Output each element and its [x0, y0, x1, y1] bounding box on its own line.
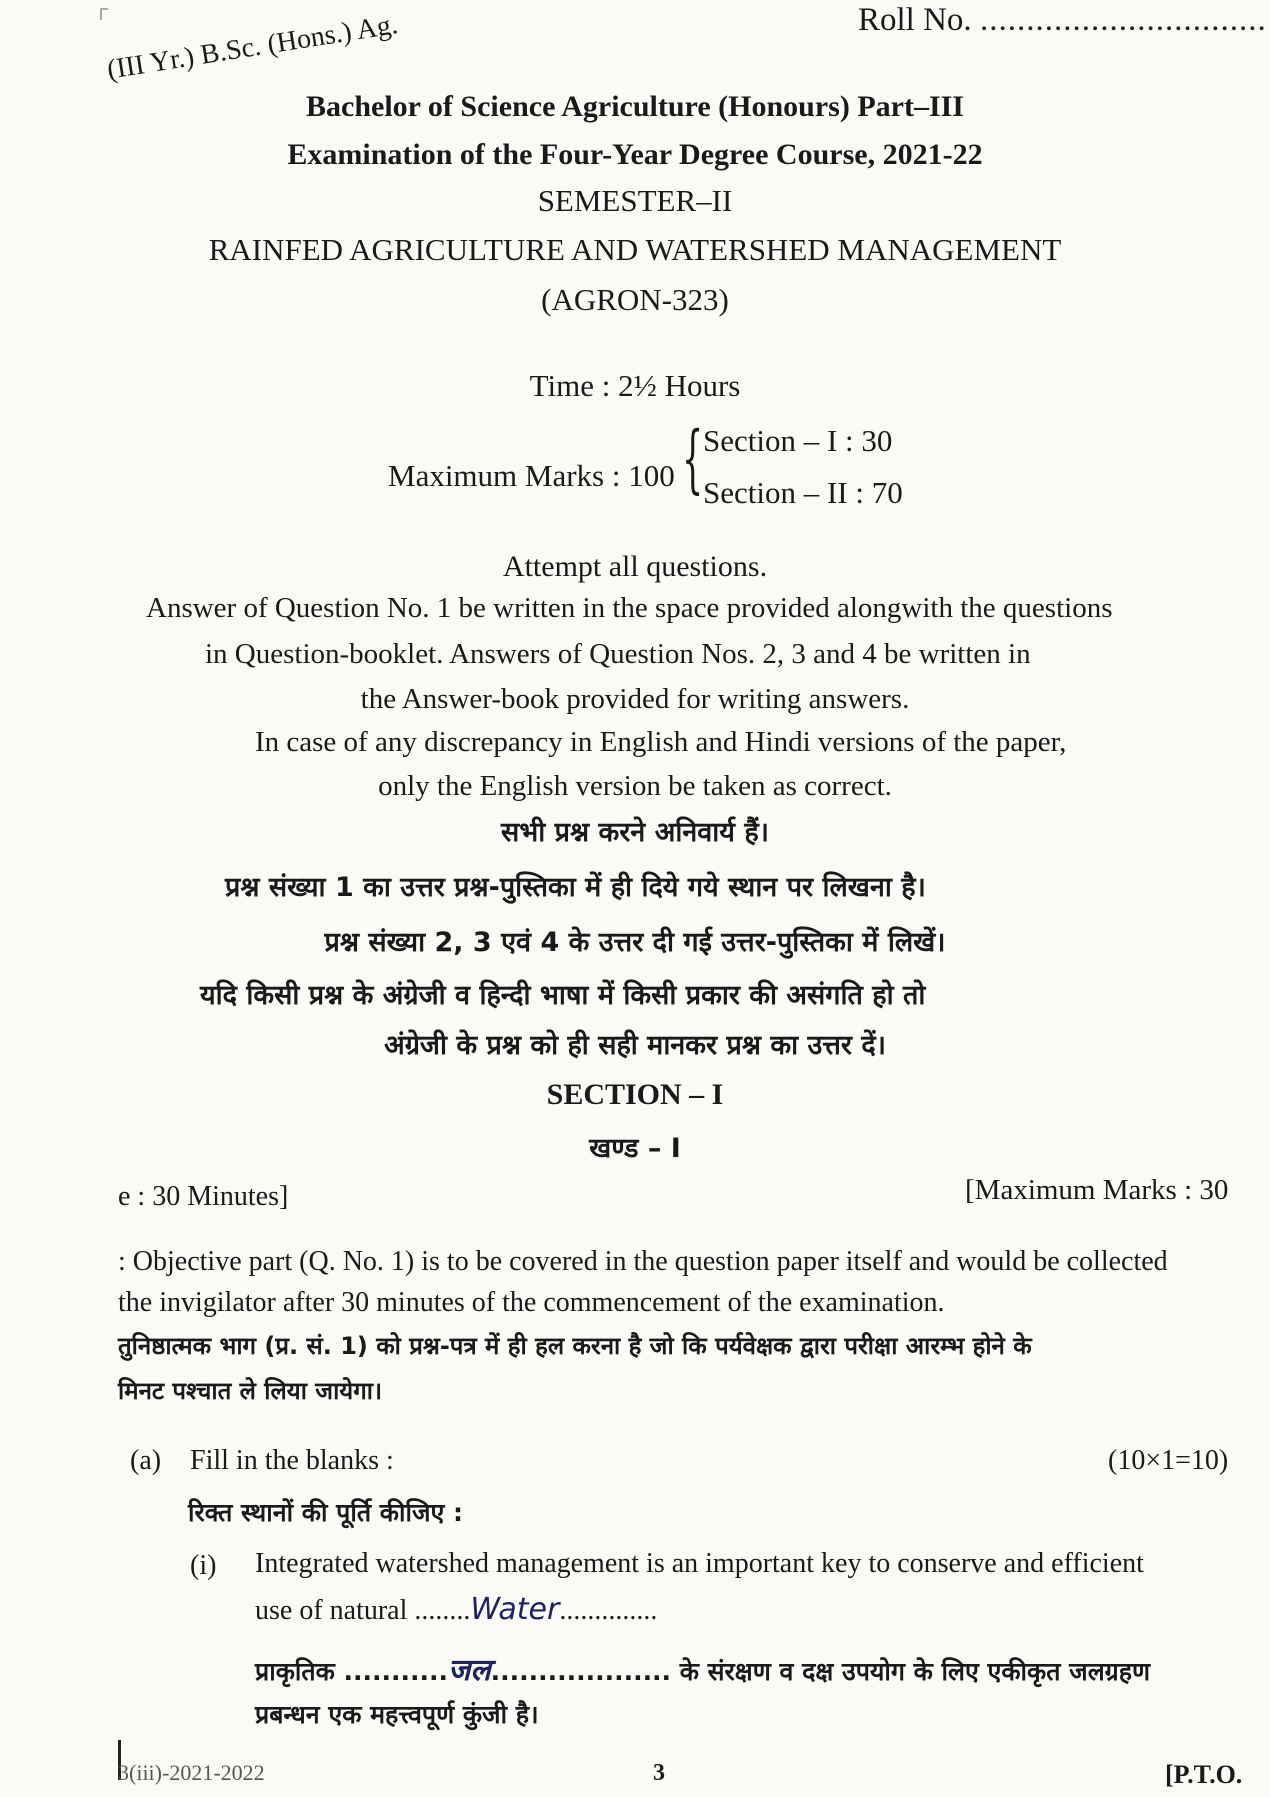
instruction-line: Answer of Question No. 1 be written in the space provided alongwith the questions	[146, 592, 1113, 624]
footer-code: 3(iii)-2021-2022	[118, 1760, 265, 1785]
question-prompt: Fill in the blanks :	[190, 1445, 394, 1476]
handwritten-answer: Water	[470, 1592, 560, 1627]
handwritten-answer-hindi: जल	[448, 1653, 491, 1688]
objective-note-hindi: तुनिष्ठात्मक भाग (प्र. सं. 1) को प्रश्न-पत्र में ही हल करना है जो कि पर्यवेक्षक द्वारा परीक्षा आरम्भ होने के	[118, 1332, 1032, 1360]
handwritten-class-note: (III Yr.) B.Sc. (Hons.) Ag.	[105, 9, 400, 86]
hindi-instruction-line: सभी प्रश्न करने अनिवार्य हैं।	[501, 817, 769, 848]
time-allowed: Time : 2½ Hours	[529, 368, 741, 403]
section-time: e : 30 Minutes]	[118, 1181, 289, 1212]
item-text-hindi-line2: प्रबन्धन एक महत्त्वपूर्ण कुंजी है।	[255, 1700, 539, 1729]
question-part-label: (a)	[130, 1445, 162, 1476]
degree-title: Bachelor of Science Agriculture (Honours) Part–III	[306, 90, 964, 123]
hindi-instruction-line: अंग्रेजी के प्रश्न को ही सही मानकर प्रश्न का उत्तर दें।	[384, 1030, 886, 1061]
page-number: 3	[653, 1760, 665, 1786]
section-max-marks: [Maximum Marks : 30	[965, 1174, 1229, 1206]
item-prefix: use of natural ........	[255, 1595, 471, 1626]
semester: SEMESTER–II	[537, 183, 733, 218]
item-hindi-suffix: ................... के संरक्षण व दक्ष उपयोग के लिए एकीकृत जलग्रहण	[490, 1657, 1151, 1686]
instruction-line: only the English version be taken as correct.	[378, 770, 892, 802]
item-label: (i)	[190, 1550, 217, 1581]
question-prompt-hindi: रिक्त स्थानों की पूर्ति कीजिए :	[188, 1498, 464, 1527]
item-hindi-prefix: प्राकृतिक ...........	[255, 1657, 448, 1686]
instruction-line: the Answer-book provided for writing answers.	[360, 683, 910, 715]
section1-marks: Section – I : 30	[703, 423, 893, 458]
item-text-line2	[255, 1592, 657, 1627]
maximum-marks: Maximum Marks : 100	[388, 458, 675, 493]
exam-title: Examination of the Four-Year Degree Course, 2021-22	[287, 138, 983, 171]
attempt-instruction: Attempt all questions.	[502, 550, 768, 583]
hindi-instruction-line: प्रश्न संख्या 2, 3 एवं 4 के उत्तर दी गई उत्तर-पुस्तिका में लिखें।	[324, 927, 946, 958]
course-code: (AGRON-323)	[541, 282, 729, 317]
section2-marks: Section – II : 70	[703, 475, 903, 510]
roll-number-field	[858, 2, 1267, 39]
objective-note: : Objective part (Q. No. 1) is to be covered in the question paper itself and would be collected	[118, 1246, 1168, 1277]
roll-label: Roll No.	[858, 2, 972, 38]
instruction-line: in Question-booklet. Answers of Question Nos. 2, 3 and 4 be written in	[205, 638, 1031, 670]
item-suffix: ..............	[559, 1595, 658, 1626]
hindi-instruction-line: प्रश्न संख्या 1 का उत्तर प्रश्न-पुस्तिका में ही दिये गये स्थान पर लिखना है।	[225, 872, 926, 903]
hindi-instruction-line: यदि किसी प्रश्न के अंग्रेजी व हिन्दी भाषा में किसी प्रकार की असंगति हो तो	[200, 980, 926, 1011]
brace-icon: {	[682, 416, 704, 502]
question-marks: (10×1=10)	[1108, 1445, 1229, 1476]
instruction-line: In case of any discrepancy in English and Hindi versions of the paper,	[255, 726, 1067, 758]
item-text: Integrated watershed management is an important key to conserve and efficient	[255, 1548, 1144, 1579]
objective-note: the invigilator after 30 minutes of the commencement of the examination.	[118, 1287, 945, 1318]
corner-mark	[100, 8, 108, 20]
roll-dots: ...............................	[979, 2, 1267, 38]
subject-title: RAINFED AGRICULTURE AND WATERSHED MANAGEMENT	[208, 232, 1062, 267]
item-text-hindi	[255, 1648, 1150, 1689]
pto-label: [P.T.O.	[1165, 1760, 1243, 1789]
section-title: SECTION – I	[546, 1078, 724, 1111]
objective-note-hindi: मिनट पश्चात ले लिया जायेगा।	[118, 1377, 383, 1405]
section-title-hindi: खण्ड – I	[589, 1133, 681, 1164]
